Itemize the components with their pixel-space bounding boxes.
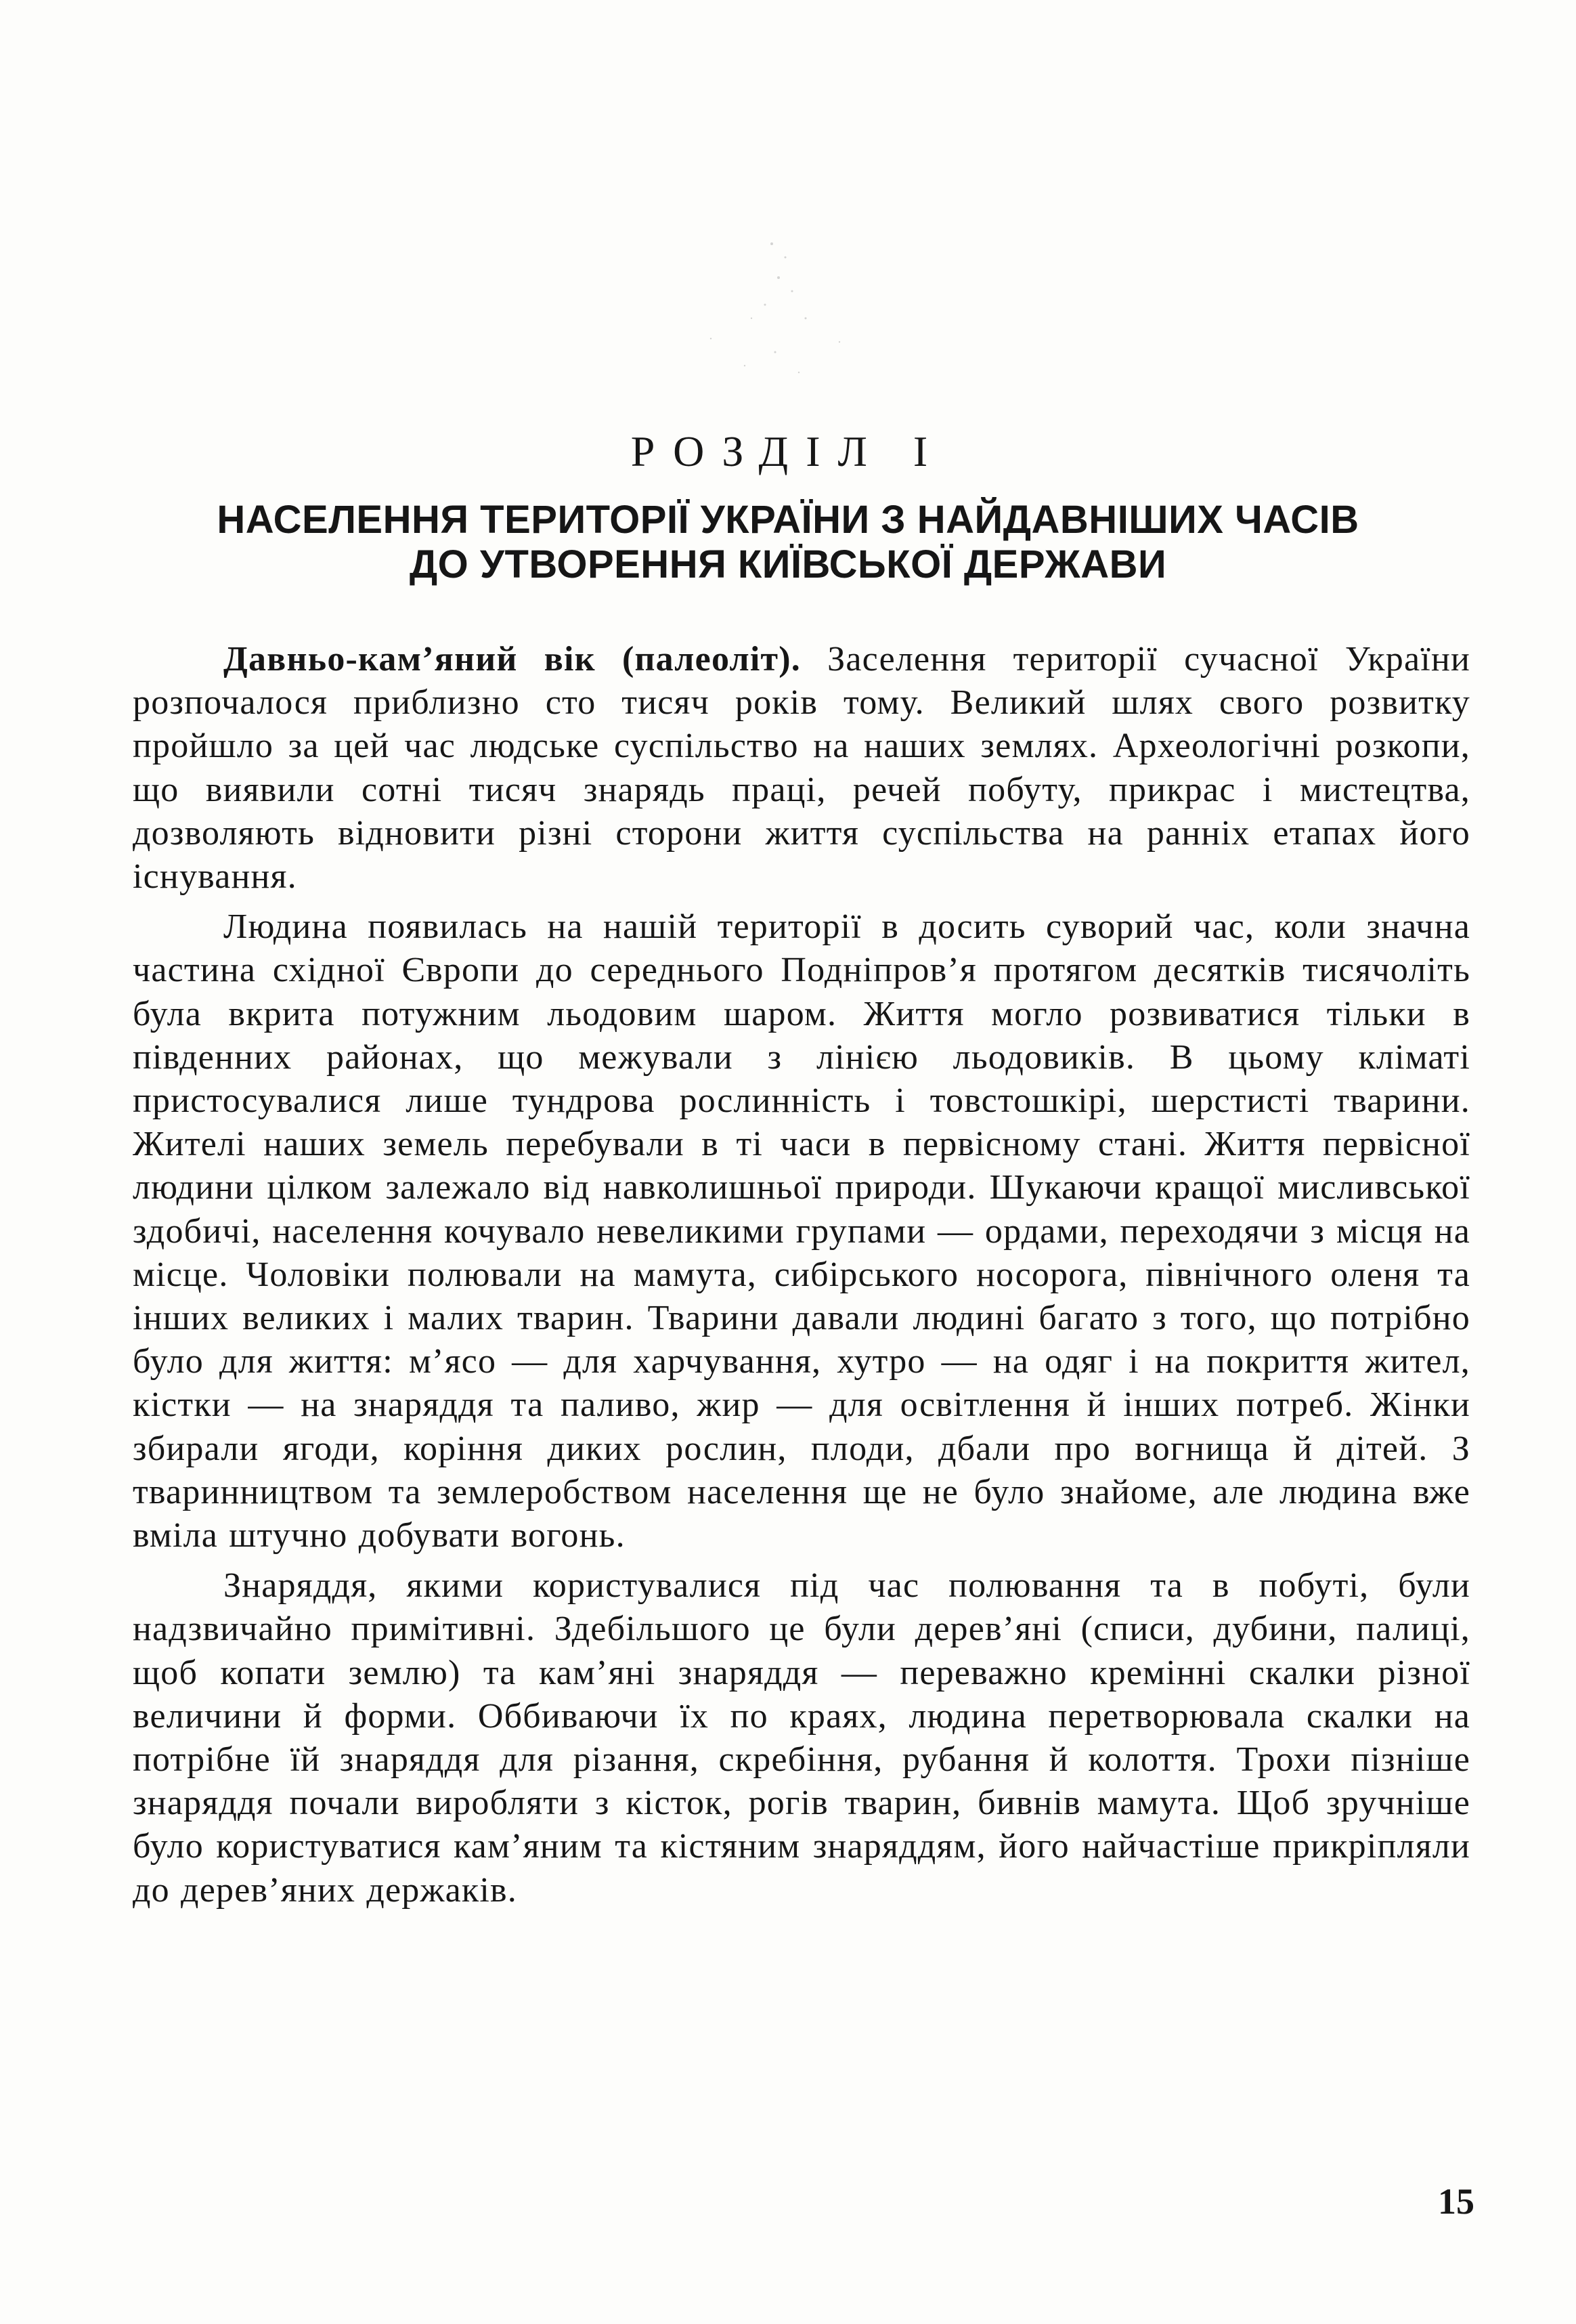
- section-label: РОЗДІЛ І: [630, 427, 946, 475]
- paragraph-2: Людина появилась на нашій території в досить суворий час, коли значна частина східної Європи до середнього Подніпров’я протягом десятків тисячоліть була вкрита потужним льодовим шаром. Життя могло розвиватися тільки в південних районах, що межували з лінією льодовиків. В цьому кліматі пристосувалися лише тундрова рослинність і товстошкірі, шерстисті тварини. Жителі наших земель перебували в ті часи в первісному стані. Життя первісної людини цілком залежало від навколишньої природи. Шукаючи кращої мисливської здобичі, населення кочувало невеликими групами — ордами, переходячи з місця на місце. Чоловіки полювали на мамута, сибірського носорога, північного оленя та інших великих і малих тварин. Тварини давали людині багато з того, що потрібно було для життя: м’ясо — для харчування, хутро — на одяг і на покриття жител, кістки — на знаряддя та паливо, жир — для освітлення й інших потреб. Жінки збирали ягоди, коріння диких рослин, плоди, дбали про вогнища й дітей. З тваринництвом та землеробством населення ще не було знайоме, але людина вже вміла штучно добувати вогонь.: [133, 907, 1470, 1555]
- chapter-title-line-2: ДО УТВОРЕННЯ КИЇВСЬКОЇ ДЕРЖАВИ: [409, 542, 1167, 586]
- paragraph-3: Знаряддя, якими користувалися під час полювання та в побуті, були надзвичайно примітивні. Здебільшого це були дерев’яні (списи, дубини, палиці, щоб копати землю) та кам’яні знаряддя — переважно кремінні скалки різної величини й форми. Оббиваючи їх по краях, людина перетворювала скалки на потрібне їй знаряддя для різання, скребіння, рубання й колоття. Трохи пізніше знаряддя почали виробляти з кісток, рогів тварин, бивнів мамута. Щоб зручніше було користуватися кам’яним та кістяним знаряддям, його найчастіше прикріпляли до дерев’яних держаків.: [133, 1566, 1470, 1910]
- print-speckle-mark: [670, 217, 894, 393]
- paragraph-1-text: Заселення території сучасної України розпочалося приблизно сто тисяч років тому. Великий шлях свого розвитку пройшло за цей час людське суспільство на наших землях. Археологічні розкопи, що виявили сотні тисяч знарядь праці, речей побуту, прикрас і мистецтва, дозволяють відновити різні сторони життя суспільства на ранніх етапах його існування.: [133, 640, 1470, 897]
- page-number: 15: [1438, 2181, 1474, 2222]
- paragraph-1-lead: Давньо-кам’яний вік (палеоліт).: [223, 640, 801, 679]
- paragraph-1: [133, 638, 1470, 899]
- chapter-title-line-1: НАСЕЛЕННЯ ТЕРИТОРІЇ УКРАЇНИ З НАЙДАВНІШИХ ЧАСІВ: [217, 498, 1359, 542]
- chapter-title: [176, 498, 1400, 587]
- body-text: [133, 638, 1470, 1919]
